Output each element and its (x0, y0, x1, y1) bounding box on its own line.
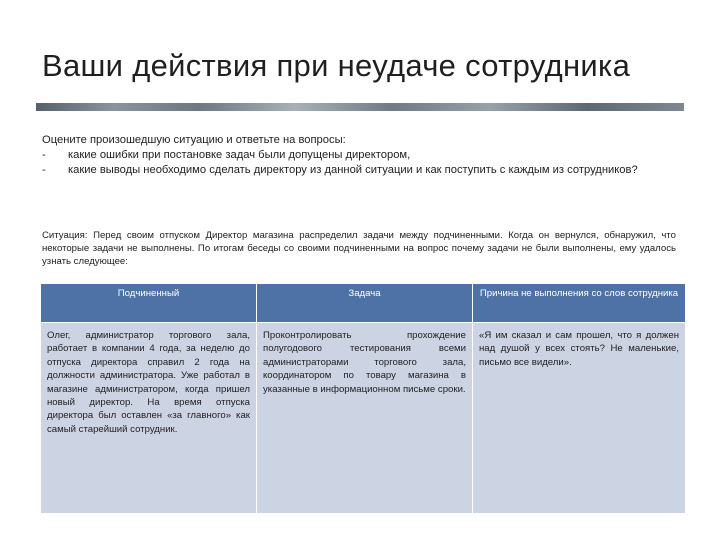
case-table (40, 283, 686, 514)
question-dash: - (42, 164, 46, 176)
intro-lead: Оцените произошедшую ситуацию и ответьте на вопросы: (42, 134, 346, 146)
question-item (42, 163, 678, 178)
cell-employee: Олег, администратор торгового зала, работает в компании 4 года, за неделю до отпуска директора справил 2 года на должности администратора. Уже работал в магазине администратором, когда пришел новый директор. На время отпуска директора был оставлен «за главного» как самый старейший сотрудник. (41, 323, 257, 514)
column-header-employee: Подчиненный (41, 284, 257, 323)
title-divider-bar (36, 103, 684, 111)
slide-title: Ваши действия при неудаче сотрудника (42, 48, 631, 83)
column-header-task: Задача (257, 284, 473, 323)
cell-task: Проконтролировать прохождение полугодового тестирования всеми администраторами торгового зала, координатором по товару магазина в указанные в информационном письме сроки. (257, 323, 473, 514)
question-dash: - (42, 149, 46, 161)
table-row (41, 323, 686, 514)
column-header-reason: Причина не выполнения со слов сотрудника (473, 284, 686, 323)
table-header-row (41, 284, 686, 323)
question-text: какие ошибки при постановке задач были допущены директором, (68, 149, 411, 161)
question-item (42, 148, 678, 163)
situation-paragraph: Ситуация: Перед своим отпуском Директор магазина распределил задачи между подчиненными. Когда он вернулся, обнаружил, что некоторые задачи не выполнены. По итогам беседы со своими подчиненными на вопрос почему задачи не были выполнены, ему удалось узнать следующее: (42, 230, 676, 267)
intro-block (42, 133, 678, 178)
cell-reason: «Я им сказал и сам прошел, что я должен над душой у всех стоять? Не маленькие, письмо все видели». (473, 323, 686, 514)
question-text: какие выводы необходимо сделать директору из данной ситуации и как поступить с каждым из сотрудников? (68, 164, 638, 176)
